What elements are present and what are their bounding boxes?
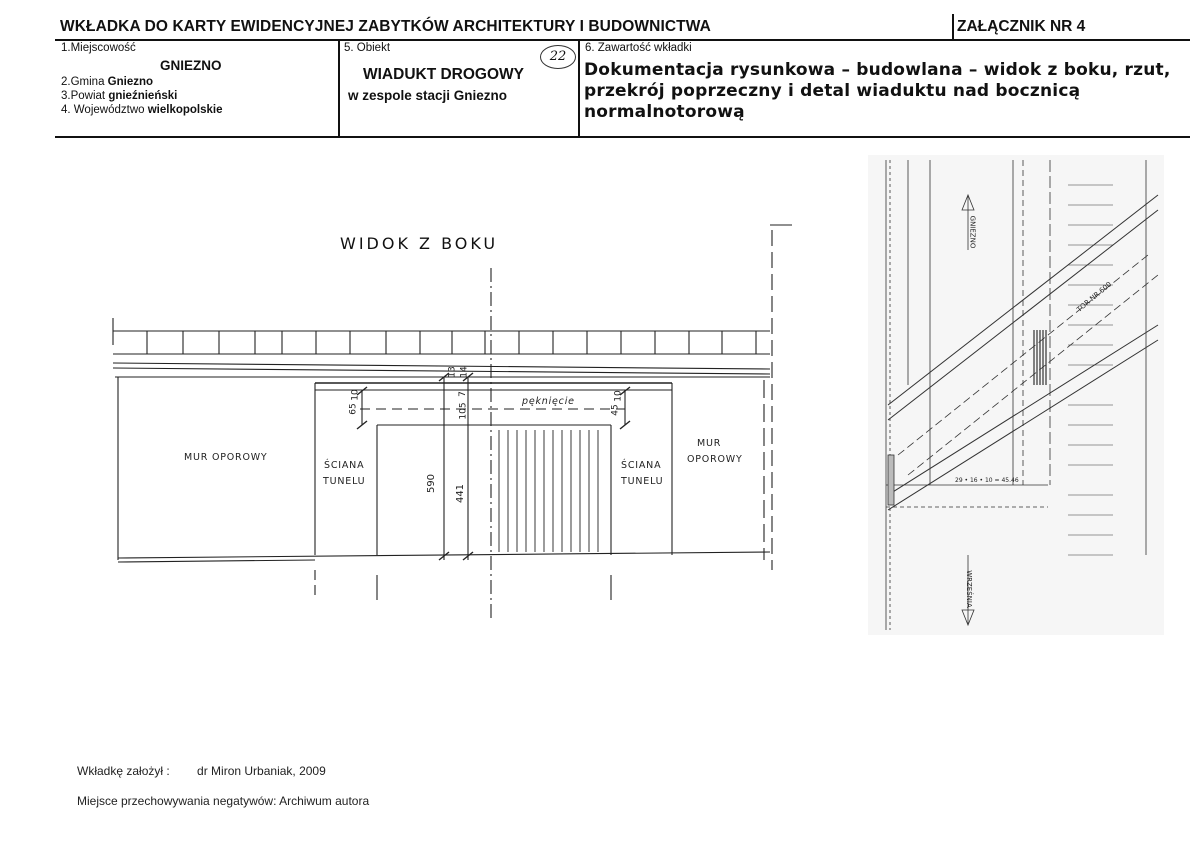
side-view-title: WIDOK Z BOKU — [340, 234, 499, 253]
right-tunnel-label-2: TUNELU — [621, 476, 664, 487]
dim-105: 105 — [458, 402, 469, 420]
deck-edge-1 — [113, 363, 770, 369]
right-tunnel-label-1: ŚCIANA — [621, 460, 662, 471]
voivodeship-value: wielkopolskie — [147, 104, 223, 116]
dim-10-left: 10 — [350, 389, 361, 401]
right-retaining-wall-label-1: MUR — [697, 438, 722, 449]
dim-10-right: 10 — [613, 390, 624, 402]
town-name: GNIEZNO — [160, 58, 222, 73]
negatives-value: Archiwum autora — [279, 794, 370, 808]
town-label: 1.Miejscowość — [61, 42, 136, 54]
author-value: dr Miron Urbaniak, 2009 — [197, 764, 326, 778]
plan-view-drawing — [868, 155, 1164, 635]
county-value: gnieźnieński — [108, 90, 178, 102]
commune-value: Gniezno — [107, 76, 154, 88]
voivodeship-label: 4. Województwo — [61, 104, 145, 116]
left-tunnel-label-2: TUNELU — [323, 476, 366, 487]
object-name: WIADUKT DROGOWY — [363, 66, 525, 83]
dim-65: 65 — [348, 403, 359, 415]
negatives-label: Miejsce przechowywania negatywów: — [77, 794, 277, 808]
handwritten-number: 22 — [540, 45, 576, 69]
dim-14: 14 — [459, 366, 470, 378]
railing-posts — [147, 331, 756, 354]
dim-45: 45 — [610, 404, 621, 416]
plan-dim-bottom: 29 • 16 • 10 = 45.46 — [955, 477, 1019, 484]
plan-label-track: TOR NR 600 — [1075, 280, 1114, 314]
commune-label: 2.Gmina — [61, 76, 105, 88]
side-view-drawing — [0, 0, 800, 640]
dim-441: 441 — [455, 483, 467, 504]
dim-590: 590 — [426, 473, 438, 494]
plan-label-wrzesnia: WRZEŚNIA — [964, 570, 973, 608]
annex-label: ZAŁĄCZNIK NR 4 — [957, 18, 1086, 35]
content-label: 6. Zawartość wkładki — [585, 42, 692, 54]
gate-hatching — [499, 430, 598, 552]
author-label: Wkładkę założył : — [77, 764, 170, 778]
object-label: 5. Obiekt — [344, 42, 391, 54]
left-retaining-wall-label: MUR OPOROWY — [184, 452, 268, 463]
dim-13: 13 — [447, 366, 458, 378]
plan-label-gniezno: GNIEZNO — [968, 215, 977, 249]
card-title: WKŁADKA DO KARTY EWIDENCYJNEJ ZABYTKÓW ARCHITEKTURY I BUDOWNICTWA — [60, 18, 711, 35]
negatives-row — [77, 794, 369, 808]
left-tunnel-label-1: ŚCIANA — [324, 460, 365, 471]
header-divider-vertical — [952, 14, 954, 41]
county-label: 3.Powiat — [61, 90, 106, 102]
ground-line-2 — [118, 560, 315, 562]
right-retaining-wall-label-2: OPOROWY — [687, 454, 743, 465]
dim-7: 7 — [457, 391, 468, 397]
content-description: Dokumentacja rysunkowa – budowlana – widok z boku, rzut, przekrój poprzeczny i detal wiaduktu nad bocznicą normalnotorową — [584, 60, 1171, 122]
object-subtitle: w zespole stacji Gniezno — [348, 88, 508, 103]
deck-edge-2 — [113, 368, 770, 374]
crack-label: pęknięcie — [522, 396, 575, 407]
author-row — [77, 764, 326, 778]
